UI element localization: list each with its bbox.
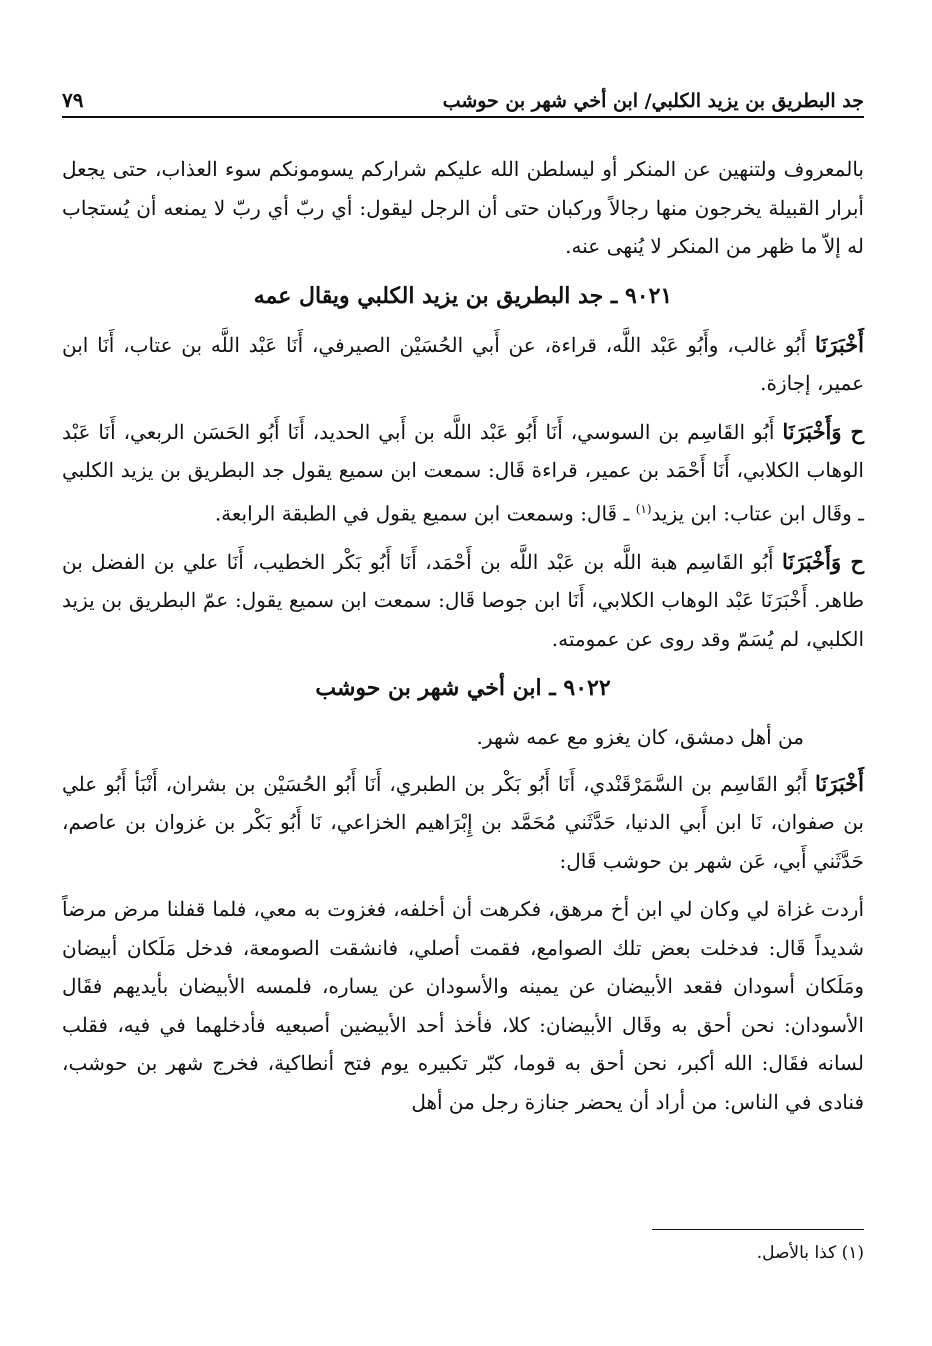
paragraph-intro: من أهل دمشق، كان يغزو مع عمه شهر. <box>476 725 804 750</box>
isnad-keyword: ح وَأَخْبَرَنَا <box>782 418 864 444</box>
isnad-text: أَبُو القَاسِم هبة اللَّه بن عَبْد اللَّه بن أَحْمَد، أَنَا أَبُو بَكْر الخطيب، أَنَا علي بن الفضل بن طاهر. أَخْبَرَنَا عَبْد الوهاب الكلابي، أَنَا ابن جوصا قَال: سمعت ابن سميع يقول: عمّ البطريق بن يزيد الكلبي، لم يُسَمّ وقد روى عن عمومته. <box>62 549 864 651</box>
footnote-marker: (١) <box>635 501 652 516</box>
entry-heading-9022: ٩٠٢٢ ـ ابن أخي شهر بن حوشب <box>315 675 611 702</box>
page-header <box>62 78 864 118</box>
paragraph-narrative: أردت غزاة لي وكان لي ابن أخ مرهق، فكرهت أن أخلفه، فغزوت به معي، فلما قفلنا مرض مرضاً شديداً قَال: فدخلت بعض تلك الصوامع، فقمت أصلي، فانشقت الصومعة، فدخل مَلَكان أبيضان ومَلَكان أسودان فقعد الأبيضان عن يمينه والأسودان عن يساره، فلمسه الأبيضان بأيديهم فقَال الأسودان: نحن أحق به وقَال الأبيضان: كلا، فأخذ أحد الأبيضين أصبعيه فأدخلهما في فيه، فقلب لسانه فقَال: الله أكبر، نحن أحق به قوما، كبّر تكبيره يوم فتح أنطاكية، فخرج شهر بن حوشب، فنادى في الناس: من أراد أن يحضر جنازة رجل من أهل <box>62 897 864 1114</box>
footnote: (١) كذا بالأصل. <box>756 1243 864 1263</box>
entry-heading-9021: ٩٠٢١ ـ جد البطريق بن يزيد الكلبي ويقال عمه <box>253 282 673 309</box>
page-body <box>62 150 864 1131</box>
isnad-text: أَبُو القَاسِم بن السَّمَرْقَنْدي، أَنَا أَبُو بَكْر بن الطبري، أَنَا أَبُو الحُسَيْن بن بشران، أَنْبَأ أَبُو علي بن صفوان، نَا ابن أَبي الدنيا، حَدَّثَني مُحَمَّد بن إِبْرَاهيم الخزاعي، نَا أَبُو بَكْر بن غزوان بن عاصم، حَدَّثَني أَبي، عَن شهر بن حوشب قَال: <box>62 771 864 873</box>
isnad-keyword: ح وَأَخْبَرَنَا <box>781 548 864 574</box>
isnad-text: أَبُو القَاسِم بن السوسي، أَنَا أَبُو عَبْد اللَّه بن أَبي الحديد، أَنَا أَبُو الحَسَن الربعي، أَنَا عَبْد الوهاب الكلابي، أَنَا أَحْمَد بن عمير، قراءة قَال: سمعت ابن سميع يقول جد البطريق بن يزيد الكلبي ـ وقَال ابن عتاب: ابن يزيد <box>62 419 864 526</box>
paragraph-continuation: بالمعروف ولتنهين عن المنكر أو ليسلطن الله عليكم شراركم يسومونكم سوء العذاب، حتى يجعل أبرار القبيلة يخرجون منها رجالاً وركبان حتى أن الرجل ليقول: أي ربّ أي ربّ لا يمنعه أن يُستجاب له إلاّ ما ظهر من المنكر لا يُنهى عنه. <box>62 157 864 258</box>
isnad-keyword: أَخْبَرَنَا <box>815 770 864 796</box>
paragraph-isnad-2 <box>62 413 864 533</box>
page-number: ٧٩ <box>62 88 84 112</box>
running-title: جد البطريق بن يزيد الكلبي/ ابن أخي شهر بن حوشب <box>442 90 864 112</box>
paragraph-isnad-1 <box>62 326 864 403</box>
footnote-divider <box>652 1229 864 1230</box>
isnad-text: ـ قَال: وسمعت ابن سميع يقول في الطبقة الرابعة. <box>214 501 636 526</box>
book-page <box>62 0 864 1346</box>
paragraph-isnad-4 <box>62 765 864 881</box>
isnad-keyword: أَخْبَرَنَا <box>815 331 864 357</box>
isnad-text: أَبُو غالب، وأَبُو عَبْد اللَّه، قراءة، عن أَبي الحُسَيْن الصيرفي، أَنَا عَبْد اللَّه بن عتاب، أَنَا ابن عمير، إجازة. <box>62 332 864 395</box>
paragraph-isnad-3 <box>62 543 864 659</box>
